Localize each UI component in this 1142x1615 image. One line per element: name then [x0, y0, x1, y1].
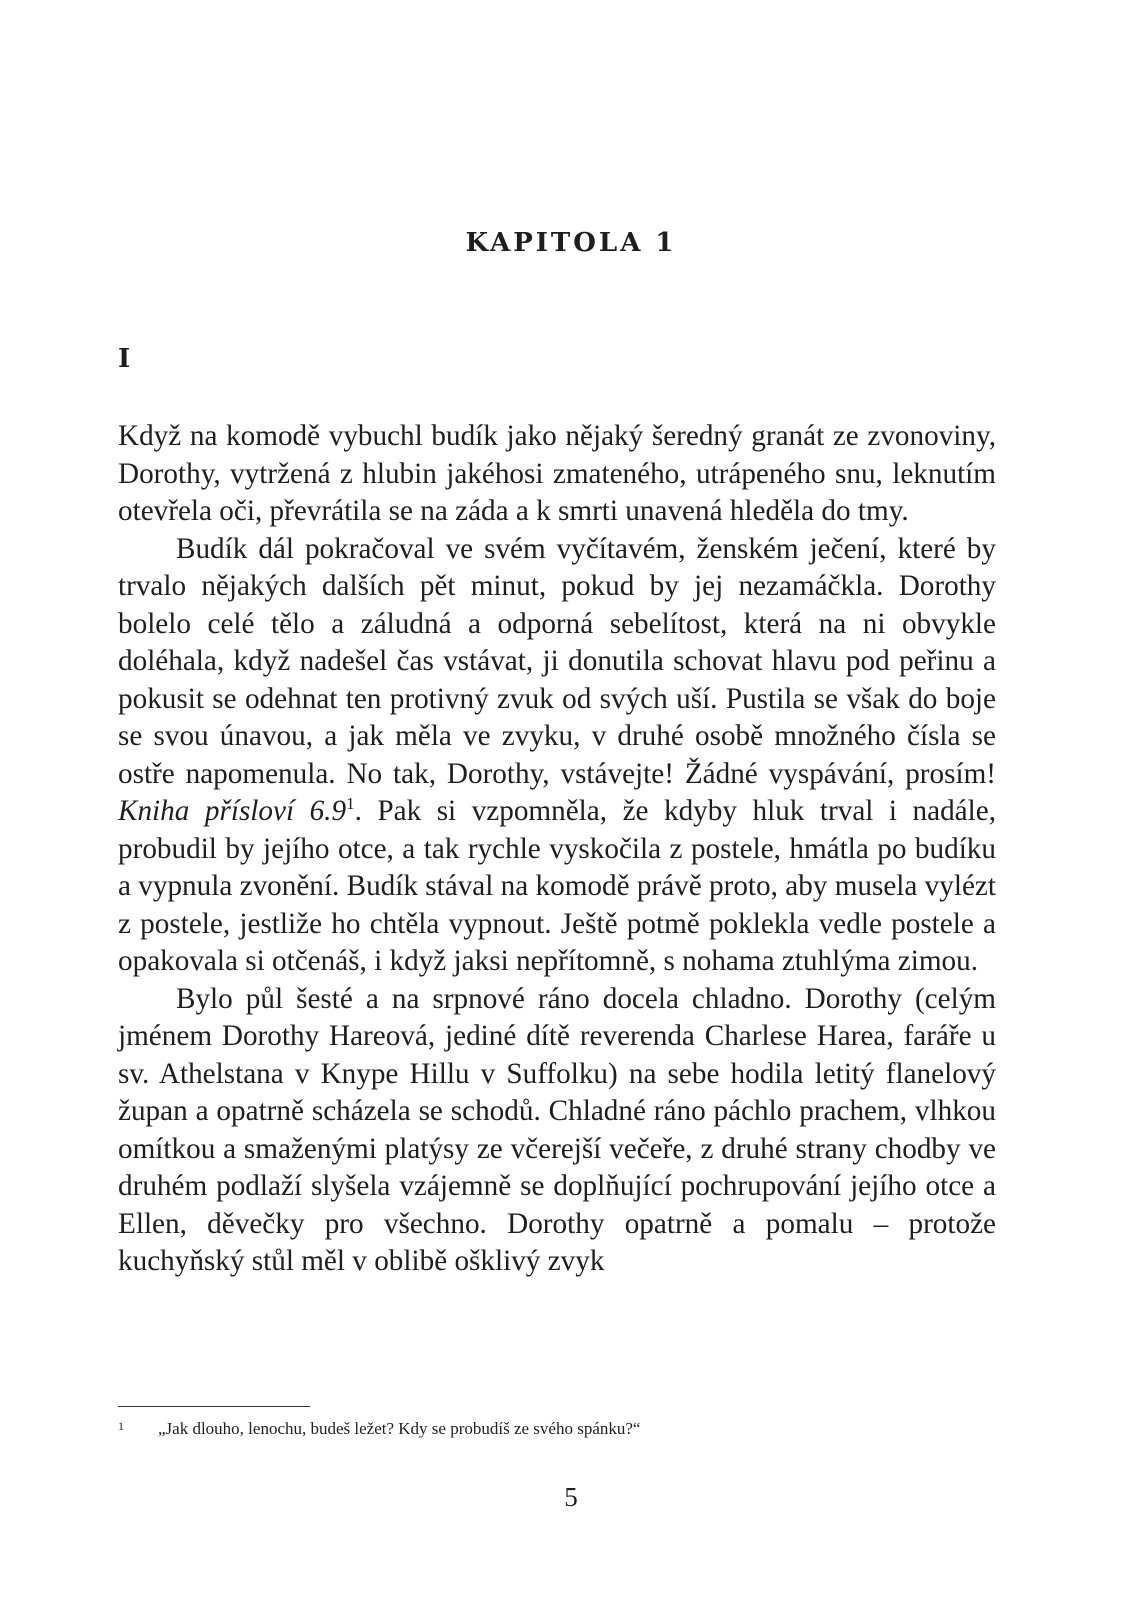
paragraph-2-text-end: . Pak si vzpomněla, že kdyby hluk trval i nadále, probudil by jejího otce, a tak rychle vyskočila z postele, hmátla po budíku a vypnula zvonění. Budík stával na komodě právě proto, aby musela vylézt z postele, jestliže ho chtěla vypnout. Ještě potmě poklekla vedle postele a opakovala si otčenáš, i když jaksi nepřítomně, s nohama ztuhlýma zimou. [118, 795, 996, 977]
footnote [118, 1415, 996, 1440]
section-number: I [118, 344, 131, 374]
footnote-text: „Jak dlouho, lenochu, budeš ležet? Kdy se probudíš ze svého spánku?“ [158, 1419, 641, 1438]
chapter-title: KAPITOLA 1 [465, 228, 677, 258]
paragraph-1: Když na komodě vybuchl budík jako nějaký šeredný granát ze zvonoviny, Dorothy, vytržená z hlubin jakéhosi zmateného, utrápeného snu, leknutím otevřela oči, převrátila se na záda a k smrti unavená hleděla do tmy. [118, 420, 996, 527]
footnote-reference[interactable]: 1 [346, 794, 355, 813]
page-number: 5 [564, 1482, 578, 1512]
footnote-divider [118, 1406, 310, 1407]
chapter-body [118, 418, 996, 1281]
paragraph-2-text-start: Budík dál pokračoval ve svém vyčítavém, ženském ječení, které by trvalo nějakých dalších pět minut, pokud by jej nezamáčkla. Dorothy bolelo celé tělo a záludná a odporná sebelítost, která na ni obvykle doléhala, když nadešel čas vstávat, ji donutila schovat hlavu pod peřinu a pokusit se odehnat ten protivný zvuk od svých uší. Pustila se však do boje se svou únavou, a jak měla ve zvyku, v druhé osobě množného čísla se ostře napomenula. No tak, Dorothy, vstávejte! Žádné vyspávání, prosím! [118, 532, 996, 790]
footnote-marker: 1 [118, 1419, 124, 1433]
bible-reference: Kniha přísloví 6.9 [118, 795, 347, 827]
paragraph-2 [118, 531, 996, 981]
paragraph-3: Bylo půl šesté a na srpnové ráno docela chladno. Dorothy (celým jménem Dorothy Hareová, jediné dítě reverenda Charlese Harea, faráře u sv. Athelstana v Knype Hillu v Suffolku) na sebe hodila letitý flanelový župan a opatrně scházela se schodů. Chladné ráno páchlo prachem, vlhkou omítkou a smaženými platýsy ze včerejší večeře, z druhé strany chodby ve druhém podlaží slyšela vzájemně se doplňující pochrupování jejího otce a Ellen, děvečky pro všechno. Dorothy opatrně a pomalu – protože kuchyňský stůl měl v oblibě ošklivý zvyk [118, 982, 996, 1277]
